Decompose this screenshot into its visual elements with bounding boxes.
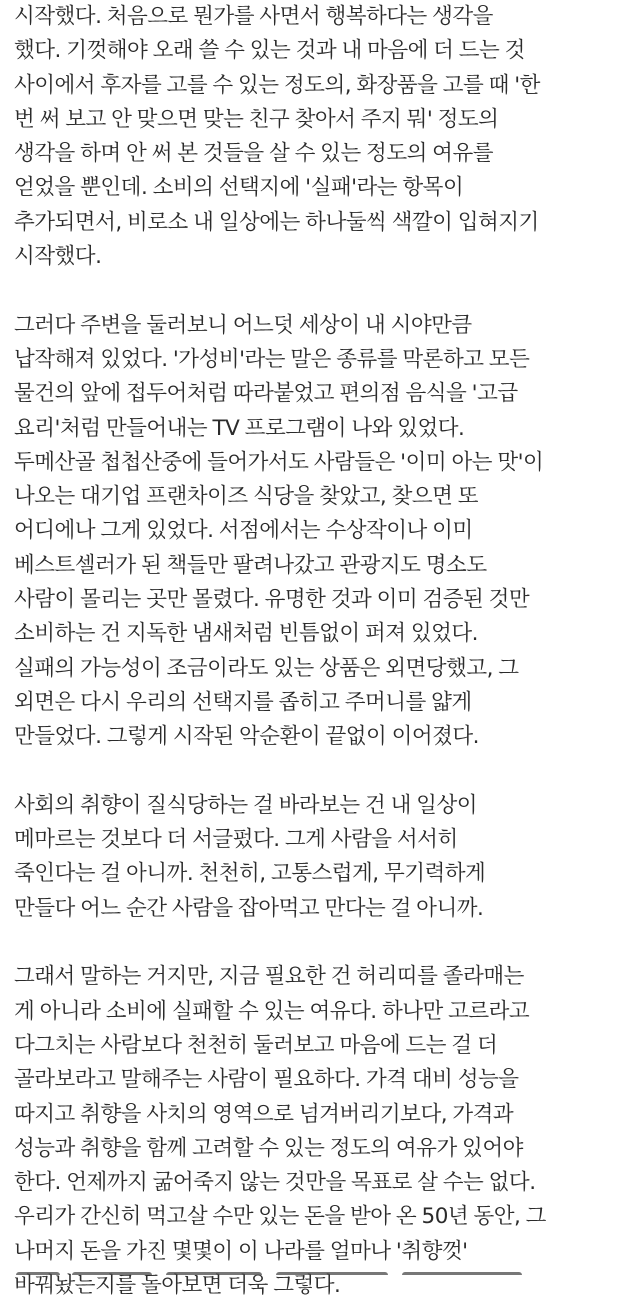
text-line: 죽인다는 걸 아니까. 천천히, 고통스럽게, 무기력하게 [14,861,486,887]
text-line: 요리'처럼 만들어내는 TV 프로그램이 나와 있었다. [14,415,465,441]
paragraph-gap [14,755,626,789]
text-line: 만들다 어느 순간 사람을 잡아먹고 만다는 걸 아니까. [14,895,484,921]
text-line: 했다. 기껏해야 오래 쓸 수 있는 것과 내 마음에 더 드는 것 [14,38,525,64]
text-line: 그러다 주변을 둘러보니 어느덧 세상이 내 시야만큼 [14,312,472,338]
paragraph-gap [14,274,626,308]
text-line: 그래서 말하는 거지만, 지금 필요한 건 허리띠를 졸라매는 [14,964,524,990]
article-body [14,0,626,1303]
text-line: 메마르는 것보다 더 서글펐다. 그게 사람을 서서히 [14,827,458,853]
text-line: 납작해져 있었다. '가성비'라는 말은 종류를 막론하고 모든 [14,346,530,372]
text-line: 성능과 취향을 함께 고려할 수 있는 정도의 여유가 있어야 [14,1135,523,1161]
cut-off-text-fragment [0,1266,640,1280]
text-line: 베스트셀러가 된 책들만 팔려나갔고 관광지도 명소도 [14,552,487,578]
text-line: 나머지 돈을 가진 몇몇이 이 나라를 얼마나 '취향껏' [14,1238,468,1264]
text-line: 사이에서 후자를 고를 수 있는 정도의, 화장품을 고를 때 '한 [14,72,540,98]
cut-off-glyph [402,1272,522,1280]
paragraph-4 [14,960,626,1303]
text-line: 나오는 대기업 프랜차이즈 식당을 찾았고, 찾으면 또 [14,484,478,510]
text-line: 생각을 하며 안 써 본 것들을 살 수 있는 정도의 여유를 [14,141,493,167]
paragraph-3 [14,789,626,926]
text-line: 실패의 가능성이 조금이라도 있는 상품은 외면당했고, 그 [14,655,519,681]
paragraph-gap [14,926,626,960]
text-line: 한다. 언제까지 굶어죽지 않는 것만을 목표로 살 수는 없다. [14,1170,536,1196]
cut-off-glyph [16,1272,60,1280]
text-line: 소비하는 건 지독한 냄새처럼 빈틈없이 퍼져 있었다. [14,621,478,647]
text-line: 추가되면서, 비로소 내 일상에는 하나둘씩 색깔이 입혀지기 [14,209,539,235]
cut-off-glyph [276,1272,388,1280]
text-line: 외면은 다시 우리의 선택지를 좁히고 주머니를 얇게 [14,689,472,715]
text-line: 번 써 보고 안 맞으면 맞는 친구 찾아서 주지 뭐' 정도의 [14,106,499,132]
cut-off-glyph [72,1272,152,1280]
text-line: 바꿔놨는지를 돌아보면 더욱 그렇다. [14,1272,341,1298]
text-line: 두메산골 첩첩산중에 들어가서도 사람들은 '이미 아는 맛'이 [14,449,544,475]
text-line: 물건의 앞에 접두어처럼 따라붙었고 편의점 음식을 '고급 [14,381,518,407]
text-line: 시작했다. 처음으로 뭔가를 사면서 행복하다는 생각을 [14,4,493,29]
text-line: 다그치는 사람보다 천천히 둘러보고 마음에 드는 걸 더 [14,1032,498,1058]
paragraph-2 [14,309,626,755]
text-line: 얻었을 뿐인데. 소비의 선택지에 '실패'라는 항목이 [14,175,464,201]
text-line: 따지고 취향을 사치의 영역으로 넘겨버리기보다, 가격과 [14,1101,514,1127]
text-line: 만들었다. 그렇게 시작된 악순환이 끝없이 이어졌다. [14,724,479,750]
text-line: 게 아니라 소비에 실패할 수 있는 여유다. 하나만 고르라고 [14,998,530,1024]
text-line: 사회의 취향이 질식당하는 걸 바라보는 건 내 일상이 [14,792,477,818]
text-line: 어디에나 그게 있었다. 서점에서는 수상작이나 이미 [14,518,473,544]
text-line: 사람이 몰리는 곳만 몰렸다. 유명한 것과 이미 검증된 것만 [14,587,530,613]
text-line: 골라보라고 말해주는 사람이 필요하다. 가격 대비 성능을 [14,1067,519,1093]
cut-off-glyph [166,1272,262,1280]
paragraph-1 [14,0,626,274]
text-line: 시작했다. [14,244,102,270]
text-line: 우리가 간신히 먹고살 수만 있는 돈을 받아 온 50년 동안, 그 [14,1204,546,1230]
